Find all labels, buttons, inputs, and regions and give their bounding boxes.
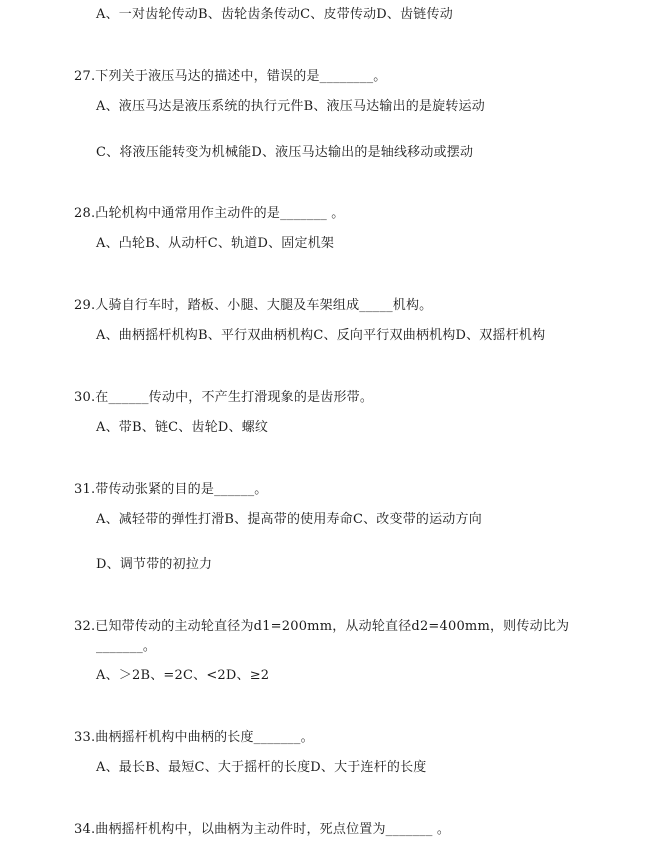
q32-options: A、＞2B、=2C、<2D、≥2 [96,668,270,683]
q29-options: A、曲柄摇杆机构B、平行双曲柄机构C、反向平行双曲柄机构D、双摇杆机构 [96,328,546,343]
q33-options: A、最长B、最短C、大于摇杆的长度D、大于连杆的长度 [96,760,427,775]
q30-options: A、带B、链C、齿轮D、螺纹 [96,420,269,435]
q33-question: 33.曲柄摇杆机构中曲柄的长度_______。 [74,730,314,745]
q32-question: 32.已知带传动的主动轮直径为d1=200mm，从动轮直径d2=400mm，则传动比为 [74,619,570,634]
q29-question: 29.人骑自行车时，踏板、小腿、大腿及车架组成_____机构。 [74,298,433,313]
q27-question: 27.下列关于液压马达的描述中，错误的是________。 [74,69,387,84]
q31-options-abc: A、减轻带的弹性打滑B、提高带的使用寿命C、改变带的运动方向 [96,512,482,527]
q30-question: 30.在______传动中，不产生打滑现象的是齿形带。 [74,390,374,405]
q28-question: 28.凸轮机构中通常用作主动件的是_______ 。 [74,206,345,221]
q34-question: 34.曲柄摇杆机构中，以曲柄为主动件时，死点位置为_______ 。 [74,822,451,837]
q26-options: A、一对齿轮传动B、齿轮齿条传动C、皮带传动D、齿链传动 [96,7,453,22]
q27-options-cd: C、将液压能转变为机械能D、液压马达输出的是轴线移动或摆动 [96,145,474,160]
q31-question: 31.带传动张紧的目的是______。 [74,482,268,497]
q28-options: A、凸轮B、从动杆C、轨道D、固定机架 [96,236,335,251]
q31-options-d: D、调节带的初拉力 [96,557,213,572]
q32-question-cont: _______。 [96,639,157,654]
q27-options-ab: A、液压马达是液压系统的执行元件B、液压马达输出的是旋转运动 [96,99,485,114]
